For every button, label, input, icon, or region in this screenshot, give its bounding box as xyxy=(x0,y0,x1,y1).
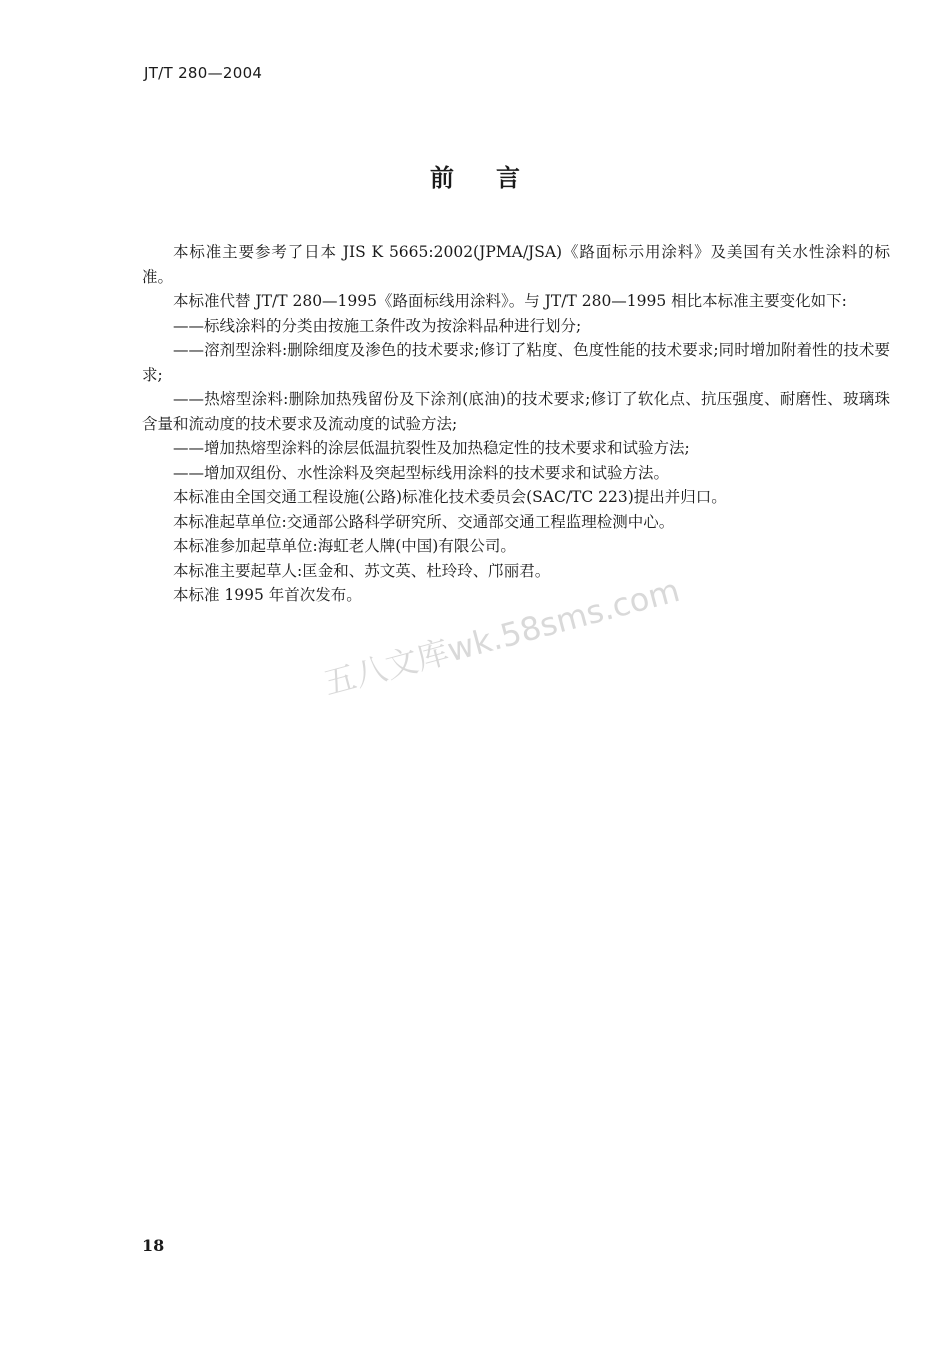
foreword-content xyxy=(142,240,890,608)
paragraph-participating-units: 本标准参加起草单位:海虹老人牌(中国)有限公司。 xyxy=(173,537,516,555)
paragraph-change-classification: ——标线涂料的分类由按施工条件改为按涂料品种进行划分; xyxy=(173,316,582,335)
paragraph-reference: 本标准主要参考了日本 JIS K 5665:2002(JPMA/JSA)《路面标示用涂料》及美国有关水性涂料的标准。 xyxy=(142,243,890,286)
paragraph-drafting-units: 本标准起草单位:交通部公路科学研究所、交通部交通工程监理检测中心。 xyxy=(173,512,675,531)
paragraph-committee: 本标准由全国交通工程设施(公路)标准化技术委员会(SAC/TC 223)提出并归口。 xyxy=(173,488,727,506)
paragraph-replacement: 本标准代替 JT/T 280—1995《路面标线用涂料》。与 JT/T 280—1995 相比本标准主要变化如下: xyxy=(173,292,847,310)
page-title: 前言 xyxy=(430,164,562,192)
paragraph-change-lowtemp: ——增加热熔型涂料的涂层低温抗裂性及加热稳定性的技术要求和试验方法; xyxy=(173,439,690,457)
header-standard-code: JT/T 280—2004 xyxy=(144,64,263,82)
page-number: 18 xyxy=(142,1236,165,1255)
watermark: 五八文库wk.58sms.com xyxy=(319,570,684,703)
paragraph-change-solvent: ——溶剂型涂料:删除细度及渗色的技术要求;修订了粘度、色度性能的技术要求;同时增加附着性的技术要求; xyxy=(142,341,890,384)
paragraph-first-published: 本标准 1995 年首次发布。 xyxy=(173,586,362,604)
paragraph-drafters: 本标准主要起草人:匡金和、苏文英、杜玲玲、邝丽君。 xyxy=(173,561,551,580)
paragraph-change-twocomponent: ——增加双组份、水性涂料及突起型标线用涂料的技术要求和试验方法。 xyxy=(173,463,670,482)
paragraph-change-hotmelt: ——热熔型涂料:删除加热残留份及下涂剂(底油)的技术要求;修订了软化点、抗压强度、耐磨性、玻璃珠含量和流动度的技术要求及流动度的试验方法; xyxy=(142,390,890,433)
